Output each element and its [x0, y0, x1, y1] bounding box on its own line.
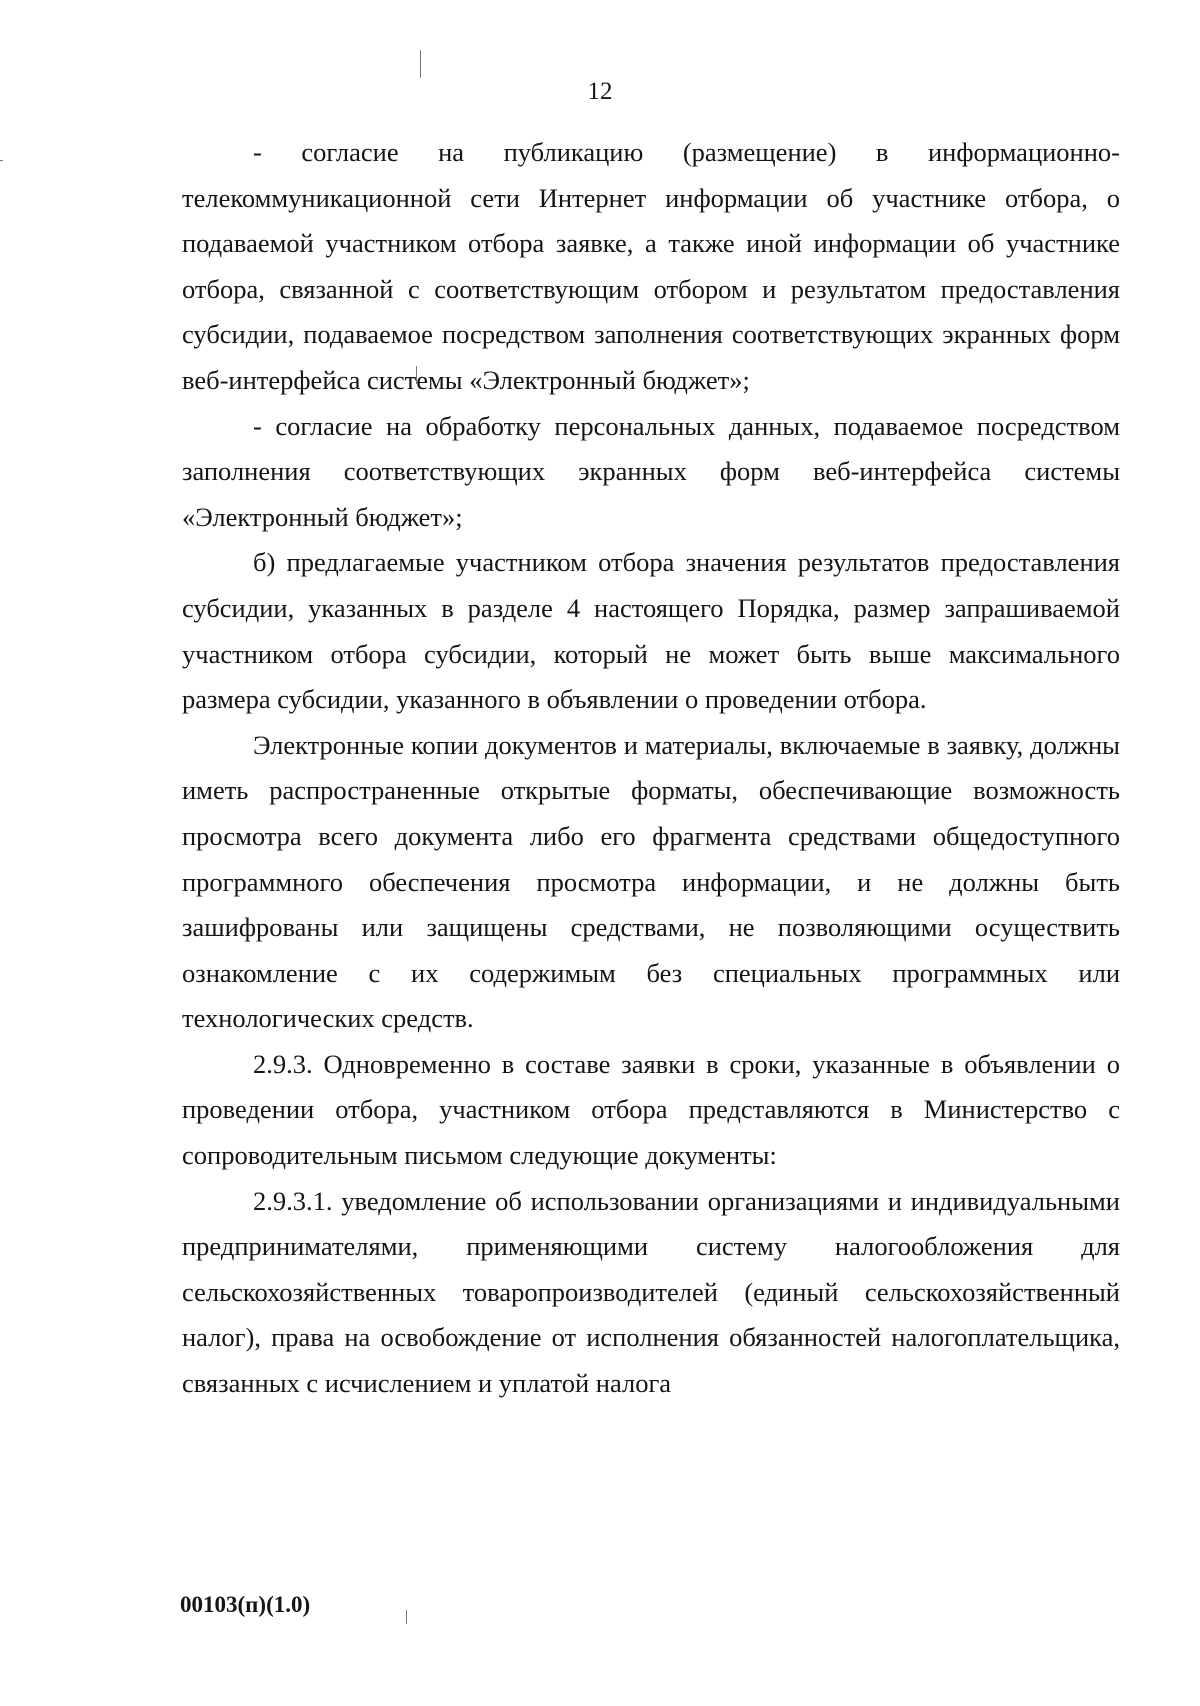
paragraph-item-b: б) предлагаемые участником отбора значения результатов предоставления субсидии, указанных в разделе 4 настоящего Порядка, размер запрашиваемой участником отбора субсидии, который не может быть выше максимального размера субсидии, указанного в объявлении о проведении отбора.: [182, 547, 1120, 715]
scan-artifact-left: [0, 160, 3, 161]
paragraph-2-9-3: 2.9.3. Одновременно в составе заявки в сроки, указанные в объявлении о проведении отбора, участником отбора представляются в Министерство с сопроводительным письмом следующие документы:: [182, 1048, 1120, 1171]
scan-artifact-bottom: [406, 1610, 407, 1624]
paragraph-consent-personal-data: - согласие на обработку персональных данных, подаваемое посредством заполнения соответствующих экранных форм веб-интерфейса системы «Электронный бюджет»;: [182, 410, 1120, 532]
scan-artifact-top: [420, 50, 421, 78]
document-footer-code: 00103(п)(1.0): [180, 1592, 311, 1617]
body-text: [182, 130, 1120, 1407]
paragraph-consent-publication: - согласие на публикацию (размещение) в информационно-телекоммуникационной сети Интернет информации об участнике отбора, о подаваемой участником отбора заявке, а также иной информации об участнике отбора, связанной с соответствующим отбором и результатом предоставления субсидии, подаваемое посредством заполнения соответствующих экранных форм веб-интерфейса системы «Электронный бюджет»;: [182, 137, 1120, 395]
paragraph-electronic-copies: Электронные копии документов и материалы, включаемые в заявку, должны иметь распространенные открытые форматы, обеспечивающие возможность просмотра всего документа либо его фрагмента средствами общедоступного программного обеспечения просмотра информации, и не должны быть зашифрованы или защищены средствами, не позволяющими осуществить ознакомление с их содержимым без специальных программных или технологических средств.: [182, 729, 1120, 1034]
page-number: 12: [587, 78, 613, 105]
paragraph-2-9-3-1: 2.9.3.1. уведомление об использовании организациями и индивидуальными предпринимателями, применяющими систему налогообложения для сельскохозяйственных товаропроизводителей (единый сельскохозяйственный налог), права на освобождение от исполнения обязанностей налогоплательщика, связанных с исчислением и уплатой налога: [182, 1185, 1120, 1399]
